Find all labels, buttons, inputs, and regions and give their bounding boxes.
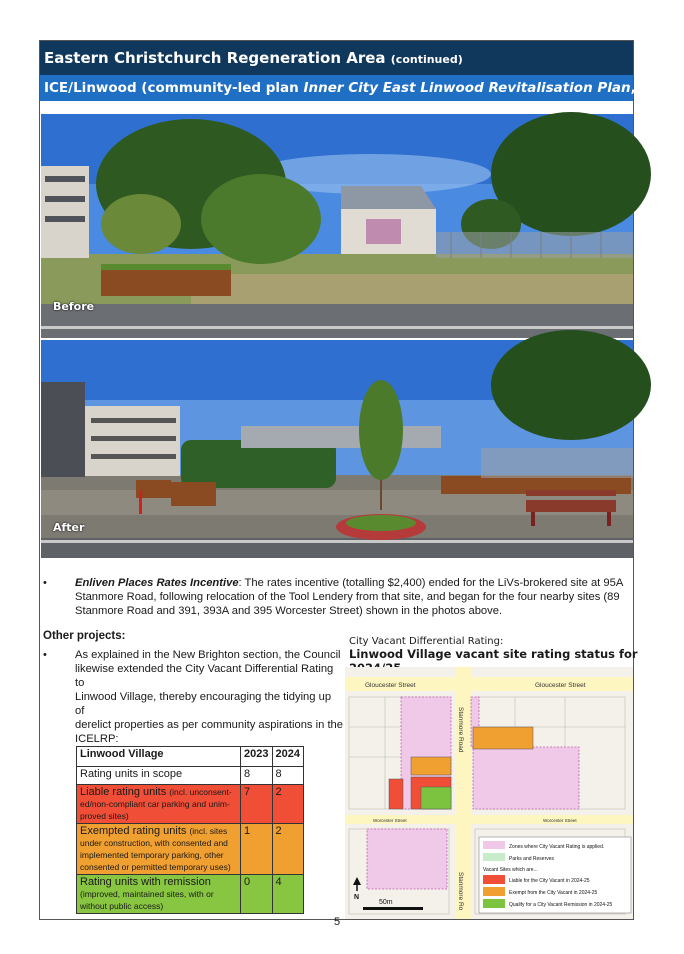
other-line-3: Linwood Village, thereby encouraging the tidying up of: [75, 691, 332, 717]
street-label: Stanmore Ro: [457, 872, 464, 911]
table-row: [77, 767, 304, 785]
table-row: [77, 875, 304, 914]
other-projects-bullet: [43, 648, 344, 745]
col-2023: 2023: [241, 747, 272, 767]
incentive-title: Enliven Places Rates Incentive: [75, 577, 239, 589]
north-label: N: [354, 894, 360, 901]
other-line-1: As explained in the New Brighton section, the Council: [75, 649, 341, 661]
street-label: Worcester Street: [373, 818, 407, 823]
row-2023: 8: [241, 767, 272, 785]
north-arrow-icon: [353, 877, 361, 891]
row-2023: 1: [241, 824, 272, 875]
subsection-suffix: , 2021): [630, 80, 684, 96]
legend-zones: Zones where City Vacant Rating is applied.: [509, 844, 605, 850]
incentive-text-1: : The rates incentive (totalling $2,400) ended for the LiVs-brokered site at 95A: [238, 577, 624, 589]
row-2023: 0: [241, 875, 272, 914]
bullet-dot: •: [43, 577, 47, 589]
zone-area: [367, 829, 447, 889]
scale-label: 50m: [379, 899, 393, 906]
row-detail: under construction, with consented and: [80, 838, 228, 848]
map-title-2: Linwood Village vacant site rating status for: [349, 647, 638, 661]
street-label: Gloucester Street: [535, 682, 586, 689]
liable-site: [389, 779, 403, 809]
scale-bar: [363, 907, 423, 910]
zone-area: [473, 747, 579, 809]
legend-parks: Parks and Reserves: [509, 856, 555, 862]
other-line-5: ICELRP:: [75, 733, 119, 745]
row-detail: consented or permitted temporary uses): [80, 862, 231, 872]
page-number: 5: [334, 916, 341, 928]
row-label: Rating units in scope: [77, 767, 241, 785]
exempt-site: [473, 727, 533, 749]
row-detail: ed/non-compliant car parking and unim-: [80, 799, 230, 809]
section-title-suffix: (continued): [390, 53, 463, 66]
row-2024: 2: [272, 824, 303, 875]
street-label: Stanmore Road: [457, 707, 464, 753]
legend-liable: Liable for the City Vacant in 2024-25: [509, 878, 590, 884]
street-label: Gloucester Street: [365, 682, 416, 689]
subsection-plan-name: Inner City East Linwood Revitalisation Plan: [303, 80, 631, 96]
col-name: Linwood Village: [77, 747, 241, 767]
exempt-site: [411, 757, 451, 775]
legend-vacant-heading: Vacant Sites which are...: [483, 867, 538, 873]
row-2024: 4: [272, 875, 303, 914]
other-projects-heading: Other projects:: [43, 630, 126, 642]
map-legend: [479, 837, 631, 913]
col-2024: 2024: [272, 747, 303, 767]
row-label: Rating units with remission: [80, 876, 211, 888]
after-label: After: [53, 521, 85, 534]
section-title-text: Eastern Christchurch Regeneration Area: [44, 49, 386, 67]
subsection-title: [40, 75, 684, 101]
bullet-dot: •: [43, 649, 47, 661]
row-2023: 7: [241, 785, 272, 824]
rating-table: [76, 746, 304, 914]
after-photo: [41, 340, 633, 558]
incentive-bullet: [43, 576, 633, 622]
legend-qualify: Qualify for a City Vacant Remission in 2024-25: [509, 902, 613, 908]
row-label: Exempted rating units: [80, 825, 187, 837]
table-header-row: [77, 747, 304, 767]
legend-exempt: Exempt from the City Vacant in 2024-25: [509, 890, 598, 896]
row-label-cell: [77, 824, 241, 875]
before-photo: [41, 114, 633, 338]
row-detail: (incl. sites: [189, 826, 228, 836]
subsection-prefix: ICE/Linwood (community-led plan: [44, 80, 304, 96]
row-label-cell: [77, 875, 241, 914]
row-detail: implemented temporary parking, other: [80, 850, 224, 860]
street-label: Worcester Street: [543, 818, 577, 823]
row-label: Liable rating units: [80, 786, 167, 798]
vacant-site-map: [345, 667, 633, 919]
incentive-text-3: Stanmore Road and 391, 393A and 395 Worcester Street) shown in the photos above.: [75, 605, 503, 617]
incentive-text-2: Stanmore Road, following relocation of the Tool Lendery from that site, and began for the four nearby sites (89: [75, 591, 620, 603]
row-detail: (incl. unconsent-: [169, 787, 232, 797]
other-line-4: derelict properties as per community aspirations in the: [75, 719, 344, 731]
row-2024: 8: [272, 767, 303, 785]
remission-site: [421, 787, 451, 809]
table-row: [77, 824, 304, 875]
other-line-2: likewise extended the City Vacant Differential Rating to: [75, 663, 334, 689]
before-label: Before: [53, 300, 95, 313]
section-title: [40, 41, 633, 75]
table-row: [77, 785, 304, 824]
row-detail: without public access): [80, 901, 164, 911]
row-2024: 2: [272, 785, 303, 824]
map-title-1: City Vacant Differential Rating:: [349, 636, 504, 647]
row-label-cell: [77, 785, 241, 824]
row-detail: (improved, maintained sites, with or: [80, 889, 214, 899]
row-detail: proved sites): [80, 811, 129, 821]
